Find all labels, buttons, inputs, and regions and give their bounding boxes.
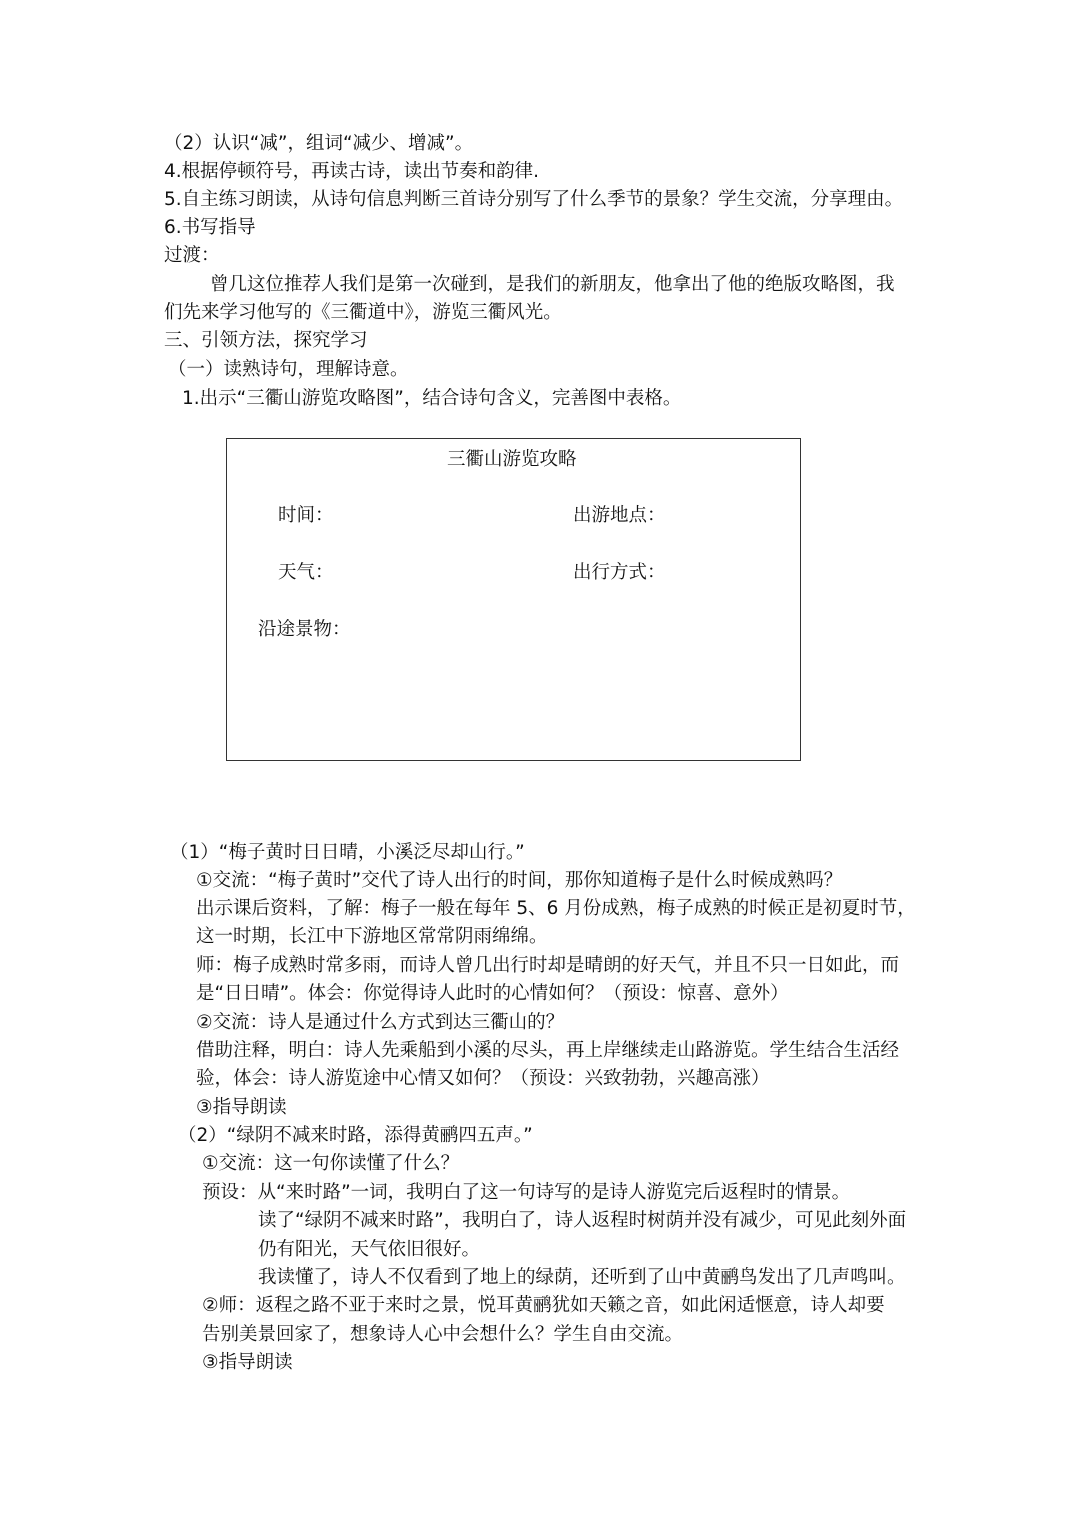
- text-line: 验，体会：诗人游览途中心情又如何？（预设：兴致勃勃，兴趣高涨）: [196, 1068, 770, 1089]
- text-line: 借助注释，明白：诗人先乘船到小溪的尽头，再上岸继续走山路游览。学生结合生活经: [196, 1040, 900, 1061]
- text-line: 5.自主练习朗读，从诗句信息判断三首诗分别写了什么季节的景象？学生交流，分享理由。: [164, 189, 904, 210]
- text-line: 仍有阳光，天气依旧很好。: [258, 1239, 481, 1260]
- text-line: ②师：返程之路不亚于来时之景，悦耳黄鹂犹如天籁之音，如此闲适惬意，诗人却要: [202, 1295, 885, 1316]
- guide-time-label: 时间：: [278, 505, 334, 526]
- travel-guide-box: [226, 438, 801, 761]
- text-line: ③指导朗读: [196, 1097, 287, 1118]
- text-line: 读了“绿阴不减来时路”，我明白了，诗人返程时树荫并没有减少，可见此刻外面: [258, 1210, 907, 1231]
- text-line: 4.根据停顿符号，再读古诗，读出节奏和韵律.: [164, 161, 540, 182]
- section-heading: 三、引领方法，探究学习: [164, 330, 368, 351]
- text-line: （2）认识“减”，组词“减少、增减”。: [164, 133, 474, 154]
- text-line: ①交流：“梅子黄时”交代了诗人出行的时间，那你知道梅子是什么时候成熟吗？: [196, 870, 843, 891]
- poem-line-heading: （1）“梅子黄时日日晴，小溪泛尽却山行。”: [170, 842, 525, 863]
- text-line: 们先来学习他写的《三衢道中》，游览三衢风光。: [164, 302, 562, 323]
- text-line: （一）读熟诗句，理解诗意。: [168, 359, 409, 380]
- text-line: 是“日日晴”。体会：你觉得诗人此时的心情如何？（预设：惊喜、意外）: [196, 983, 789, 1004]
- text-line: 这一时期，长江中下游地区常常阴雨绵绵。: [196, 926, 548, 947]
- text-line: ②交流：诗人是通过什么方式到达三衢山的？: [196, 1012, 565, 1033]
- poem-line-heading: （2）“绿阴不减来时路，添得黄鹂四五声。”: [178, 1125, 533, 1146]
- guide-title: 三衢山游览攻略: [447, 449, 577, 470]
- text-line: ①交流：这一句你读懂了什么？: [202, 1153, 460, 1174]
- text-line: 预设：从“来时路”一词，我明白了这一句诗写的是诗人游览完后返程时的情景。: [202, 1182, 851, 1203]
- guide-place-label: 出游地点：: [573, 505, 666, 526]
- guide-scenery-label: 沿途景物：: [258, 619, 351, 640]
- text-line: 出示课后资料，了解：梅子一般在每年 5、6 月份成熟，梅子成熟的时候正是初夏时节，: [196, 898, 916, 919]
- text-line: 我读懂了，诗人不仅看到了地上的绿荫，还听到了山中黄鹂鸟发出了几声鸣叫。: [258, 1267, 906, 1288]
- text-line: 过渡：: [164, 245, 220, 266]
- text-line: 告别美景回家了，想象诗人心中会想什么？学生自由交流。: [202, 1324, 684, 1345]
- guide-transport-label: 出行方式：: [573, 562, 666, 583]
- text-line: 1.出示“三衢山游览攻略图”，结合诗句含义，完善图中表格。: [182, 388, 682, 409]
- guide-weather-label: 天气：: [278, 562, 334, 583]
- text-line: 曾几这位推荐人我们是第一次碰到，是我们的新朋友，他拿出了他的绝版攻略图，我: [210, 274, 895, 295]
- text-line: 6.书写指导: [164, 217, 256, 238]
- text-line: ③指导朗读: [202, 1352, 293, 1373]
- text-line: 师：梅子成熟时常多雨，而诗人曾几出行时却是晴朗的好天气，并且不只一日如此，而: [196, 955, 900, 976]
